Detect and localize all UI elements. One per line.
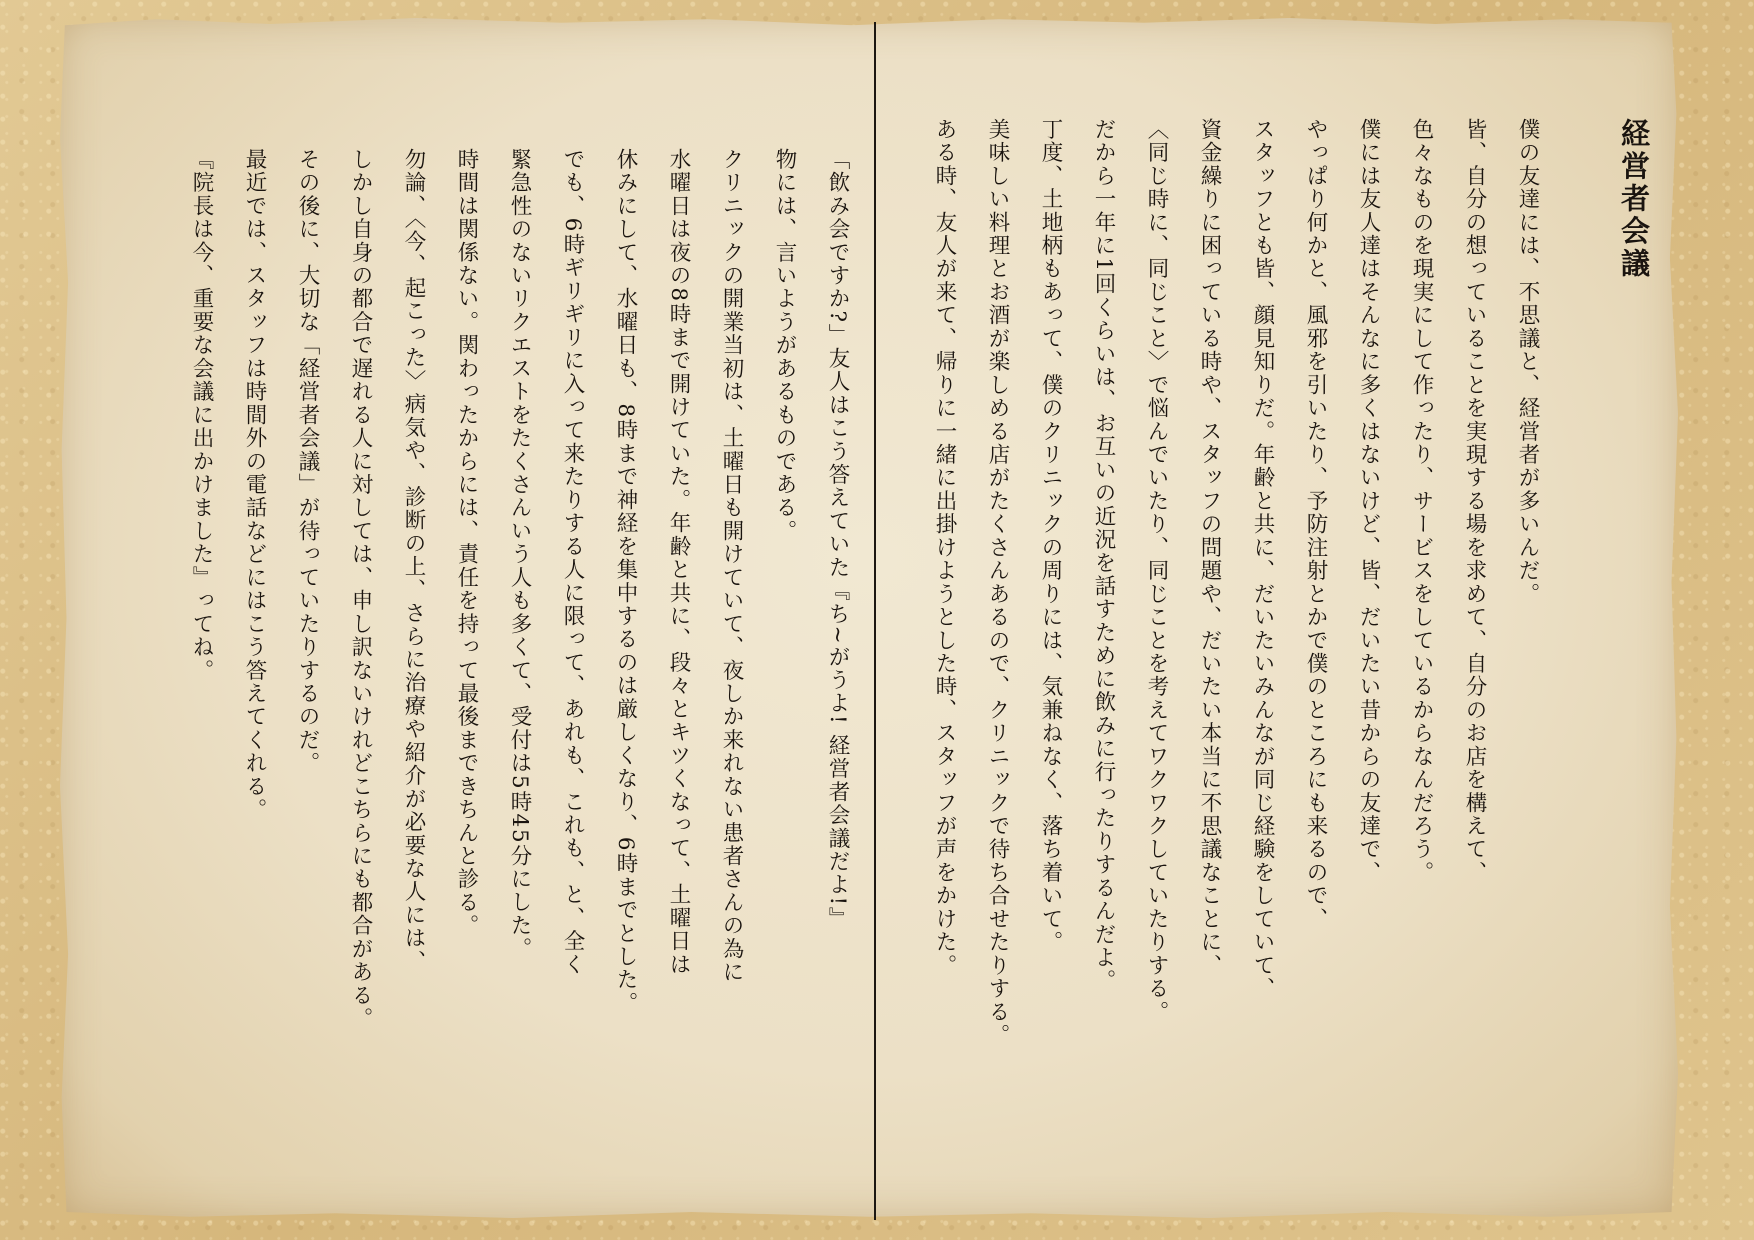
- right-line-7: 資金繰りに困っている時や、スタッフの問題や、だいたい本当に不思議なことに、: [1197, 118, 1222, 978]
- right-line-10: 丁度、土地柄もあって、僕のクリニックの周りには、気兼ねなく、落ち着いて。: [1038, 118, 1063, 954]
- left-line-4: 水曜日は夜の8時まで開けていた。年齢と共に、段々とキツくなって、土曜日は: [666, 148, 691, 977]
- left-line-11: その後に、大切な「経営者会議」が待っていたりするのだ。: [295, 148, 320, 775]
- left-line-3: クリニックの開業当初は、土曜日も開けていて、夜しか来れない患者さんの為に: [719, 148, 744, 984]
- left-line-6: でも、6時ギリギリに入って来たりする人に限って、あれも、これも、と、全く: [560, 148, 585, 977]
- right-page: [880, 118, 1660, 1148]
- right-line-6: スタッフとも皆、顔見知りだ。年齢と共に、だいたいみんなが同じ経験をしていて、: [1250, 118, 1275, 1001]
- left-line-9: 勿論、〈今、起こった〉病気や、診断の上、さらに治療や紹介が必要な人には、: [401, 148, 426, 974]
- left-page: [92, 148, 864, 1148]
- left-line-1: 「飲み会ですか?」友人はこう答えていた『ち~がうよ! 経営者会議だよ!』: [825, 148, 850, 931]
- page-divider: [874, 22, 876, 1220]
- left-line-12: 最近では、スタッフは時間外の電話などにはこう答えてくれる。: [242, 148, 267, 822]
- right-line-5: やっぱり何かと、風邪を引いたり、予防注射とかで僕のところにも来るので、: [1303, 118, 1328, 931]
- right-line-3: 色々なものを現実にして作ったり、サービスをしているからなんだろう。: [1409, 118, 1434, 885]
- right-line-9: だから一年に1回くらいは、お互いの近況を話すために飲みに行ったりするんだよ。: [1091, 118, 1116, 993]
- right-line-2: 皆、自分の想っていることを実現する場を求めて、自分のお店を構えて、: [1462, 118, 1487, 885]
- right-line-1: 僕の友達には、不思議と、経営者が多いんだ。: [1515, 118, 1540, 606]
- right-line-4: 僕には友人達はそんなに多くはないけど、皆、だいたい昔からの友達で、: [1356, 118, 1381, 885]
- left-line-8: 時間は関係ない。関わったからには、責任を持って最後まできちんと診る。: [454, 148, 479, 938]
- document-title: 経営者会議: [1617, 118, 1651, 281]
- left-line-5: 休みにして、水曜日も、8時まで神経を集中するのは厳しくなり、6時までとした。: [613, 148, 638, 1015]
- left-line-7: 緊急性のないリクエストをたくさんいう人も多くて、受付は5時45分にした。: [507, 148, 532, 961]
- left-line-13: 『院長は今、重要な会議に出かけました』ってね。: [189, 148, 214, 683]
- left-line-10: しかし自身の都合で遅れる人に対しては、申し訳ないけれどこちらにも都合がある。: [348, 148, 373, 1031]
- left-line-2: 物には、言いようがあるものである。: [772, 148, 797, 543]
- right-line-12: ある時、友人が来て、帰りに一緒に出掛けようとした時、スタッフが声をかけた。: [932, 118, 957, 978]
- right-line-8: 〈同じ時に、同じこと〉で悩んでいたり、同じことを考えてワクワクしていたりする。: [1144, 118, 1169, 1024]
- right-line-11: 美味しい料理とお酒が楽しめる店がたくさんあるので、クリニックで待ち合せたりする。: [985, 118, 1010, 1047]
